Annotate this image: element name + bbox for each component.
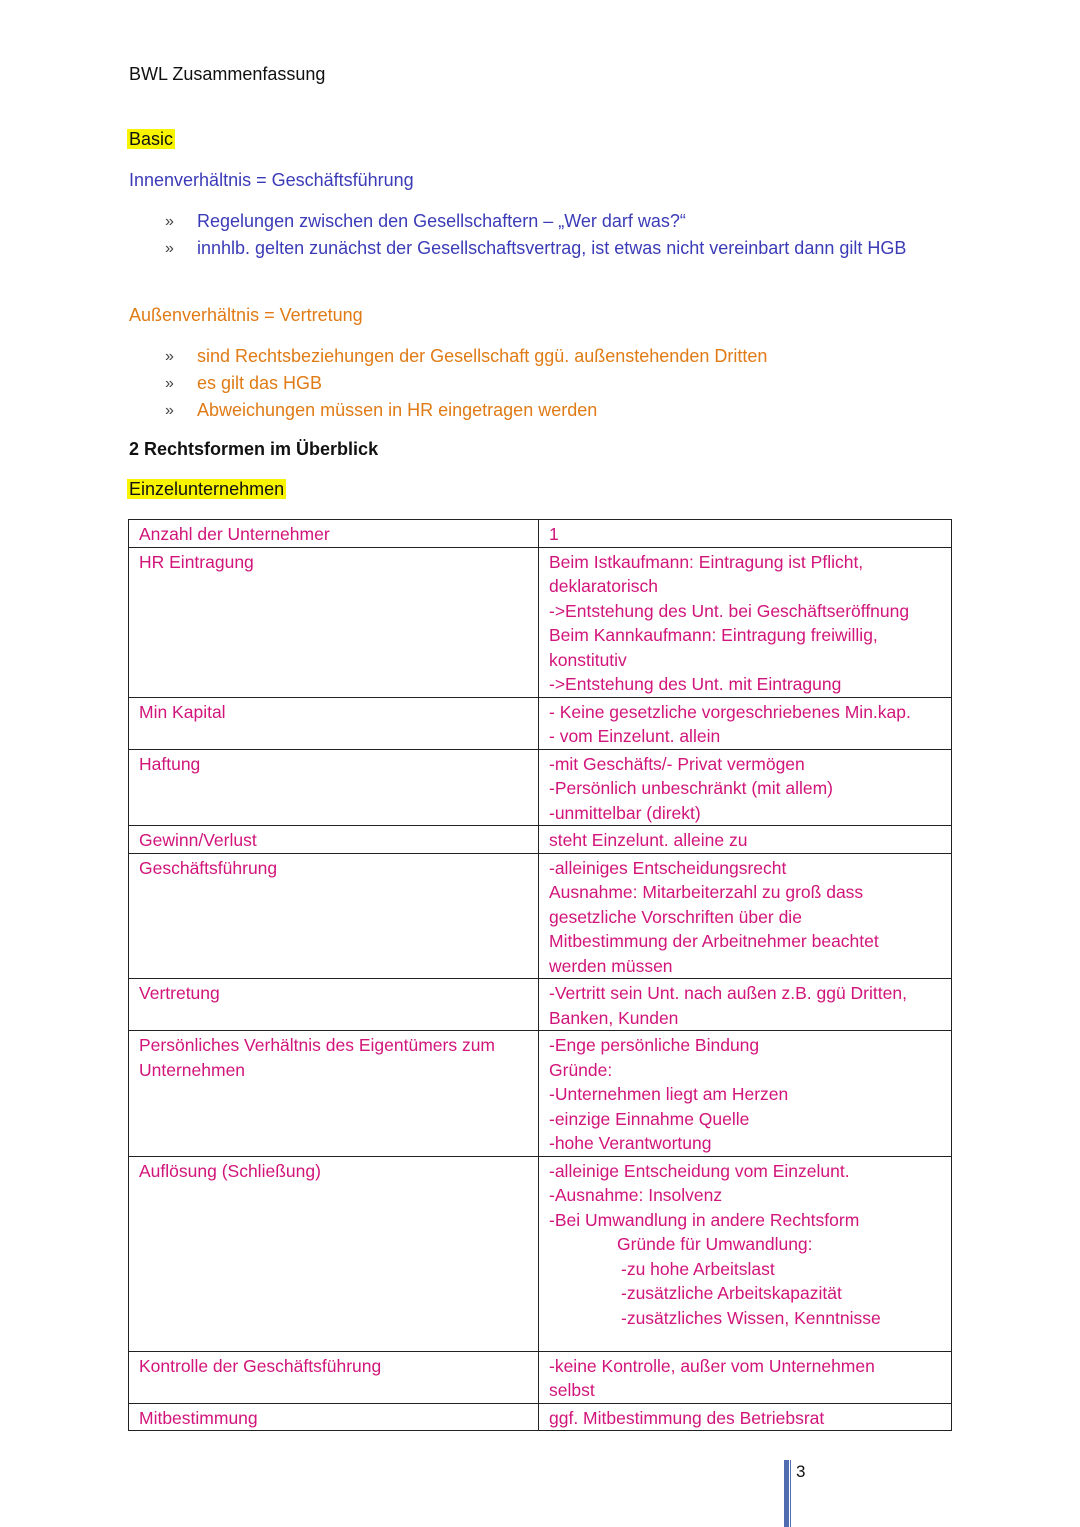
table-row: [129, 1156, 952, 1351]
row-label-cell: [129, 697, 539, 749]
bullet-marker: »: [165, 375, 174, 392]
row-value-cell: [539, 520, 952, 548]
row-value-line: werden müssen: [549, 955, 673, 976]
row-value-line: - vom Einzelunt. allein: [549, 726, 721, 746]
document-title: BWL Zusammenfassung: [129, 64, 326, 84]
row-value-line: 1: [549, 524, 559, 544]
outer-relationship-list: [162, 343, 767, 424]
row-label-cell: [129, 853, 539, 979]
bullet-marker: »: [165, 240, 174, 257]
table-row: [129, 1403, 952, 1431]
row-value-line: Mitbestimmung der Arbeitnehmer beachtet: [549, 931, 879, 951]
row-value-cell: [539, 1403, 952, 1431]
list-item: [162, 208, 906, 235]
table-row: [129, 1031, 952, 1157]
row-value-line: -keine Kontrolle, außer vom Unternehmen: [549, 1355, 875, 1376]
row-value-line: ggf. Mitbestimmung des Betriebsrat: [549, 1407, 825, 1428]
bullet-marker: »: [165, 348, 174, 365]
row-value-subheading: Gründe für Umwandlung:: [617, 1234, 813, 1254]
row-value-line: selbst: [549, 1380, 595, 1400]
row-label: Geschäftsführung: [139, 857, 278, 878]
row-label: Kontrolle der Geschäftsführung: [139, 1355, 382, 1376]
page-number-bar-thin: [790, 1460, 791, 1527]
row-value-cell: [539, 979, 952, 1031]
row-value-indented-line: -zusätzliches Wissen, Kenntnisse: [621, 1307, 881, 1328]
row-value-line: steht Einzelunt. alleine zu: [549, 830, 748, 850]
table-row: [129, 826, 952, 854]
row-value-cell: [539, 547, 952, 697]
row-value-line: -unmittelbar (direkt): [549, 802, 701, 823]
row-value-cell: [539, 1031, 952, 1157]
row-value-line: - Keine gesetzliche vorgeschriebenes Min.kap.: [549, 701, 911, 722]
bullet-marker: »: [165, 402, 174, 419]
row-label: Anzahl der Unternehmer: [139, 524, 330, 544]
list-item-text: Abweichungen müssen in HR eingetragen werden: [197, 400, 598, 420]
row-label-cell: [129, 979, 539, 1031]
row-value-line: -alleinige Entscheidung vom Einzelunt.: [549, 1160, 850, 1181]
table-row: [129, 749, 952, 826]
row-label-cell: [129, 1156, 539, 1351]
row-value-line: gesetzliche Vorschriften über die: [549, 906, 802, 927]
row-label-cell: [129, 749, 539, 826]
row-value-line: Beim Kannkaufmann: Eintragung freiwillig,: [549, 625, 878, 645]
list-item-text: innhlb. gelten zunächst der Gesellschaftsvertrag, ist etwas nicht vereinbart dann gilt HGB: [197, 238, 907, 258]
list-item-text: sind Rechtsbeziehungen der Gesellschaft ggü. außenstehenden Dritten: [197, 346, 768, 366]
outer-relationship-label: Außenverhältnis = Vertretung: [129, 305, 363, 325]
einzelunternehmen-highlight: Einzelunternehmen: [129, 479, 285, 499]
row-label: Auflösung (Schließung): [139, 1160, 321, 1181]
page-number-bar: [784, 1460, 789, 1527]
inner-relationship-list: [162, 208, 906, 262]
row-value-cell: [539, 749, 952, 826]
row-value-cell: [539, 853, 952, 979]
table-row: [129, 547, 952, 697]
table-row: [129, 979, 952, 1031]
row-label: Gewinn/Verlust: [139, 830, 257, 850]
row-value-line: -Unternehmen liegt am Herzen: [549, 1084, 789, 1104]
row-label: Min Kapital: [139, 701, 226, 722]
row-value-line: -Enge persönliche Bindung: [549, 1035, 760, 1055]
row-label-cell: [129, 826, 539, 854]
einzelunternehmen-table: [128, 519, 952, 1431]
row-label: HR Eintragung: [139, 551, 254, 572]
row-label: Vertretung: [139, 983, 220, 1003]
table-row: [129, 853, 952, 979]
row-value-cell: [539, 1156, 952, 1351]
basic-heading-highlight: Basic: [129, 129, 174, 149]
list-item: [162, 235, 906, 262]
row-value-line: ->Entstehung des Unt. bei Geschäftseröffnung: [549, 600, 910, 621]
row-value-indented-line: -zu hohe Arbeitslast: [621, 1258, 775, 1279]
row-value-cell: [539, 826, 952, 854]
row-label-cell: [129, 520, 539, 548]
row-value-indented-line: -zusätzliche Arbeitskapazität: [621, 1283, 842, 1303]
row-label-line: Persönliches Verhältnis des Eigentümers zum: [139, 1035, 496, 1055]
table-row: [129, 697, 952, 749]
row-value-line: Banken, Kunden: [549, 1007, 679, 1028]
table-row: [129, 520, 952, 548]
row-value-cell: [539, 1351, 952, 1403]
row-value-line: -Ausnahme: Insolvenz: [549, 1185, 723, 1205]
row-value-line: deklaratorisch: [549, 576, 658, 596]
row-value-line: -hohe Verantwortung: [549, 1133, 712, 1153]
row-label-line: Unternehmen: [139, 1059, 246, 1080]
row-value-cell: [539, 697, 952, 749]
row-label-cell: [129, 547, 539, 697]
list-item: [162, 397, 767, 424]
row-value-line: -Bei Umwandlung in andere Rechtsform: [549, 1209, 860, 1230]
row-value-line: Gründe:: [549, 1059, 613, 1080]
row-label: Haftung: [139, 753, 201, 774]
row-label-cell: [129, 1351, 539, 1403]
section-heading: 2 Rechtsformen im Überblick: [129, 439, 379, 459]
row-value-line: ->Entstehung des Unt. mit Eintragung: [549, 674, 842, 694]
list-item-text: es gilt das HGB: [197, 373, 323, 393]
table-row: [129, 1351, 952, 1403]
row-value-line: -alleiniges Entscheidungsrecht: [549, 857, 787, 878]
row-label: Mitbestimmung: [139, 1407, 258, 1428]
row-value-line: Beim Istkaufmann: Eintragung ist Pflicht,: [549, 551, 864, 572]
row-value-line: konstitutiv: [549, 649, 627, 670]
row-label-cell: [129, 1031, 539, 1157]
basic-heading: [127, 129, 175, 150]
row-value-line: Ausnahme: Mitarbeiterzahl zu groß dass: [549, 882, 864, 902]
list-item: [162, 343, 767, 370]
inner-relationship-label: Innenverhältnis = Geschäftsführung: [129, 170, 414, 190]
row-value-line: -mit Geschäfts/- Privat vermögen: [549, 753, 805, 774]
row-label-cell: [129, 1403, 539, 1431]
list-item-text: Regelungen zwischen den Gesellschaftern – „Wer darf was?“: [197, 211, 686, 231]
row-value-line: -Vertritt sein Unt. nach außen z.B. ggü Dritten,: [549, 983, 907, 1003]
bullet-marker: »: [165, 213, 174, 230]
page-number: 3: [796, 1462, 806, 1481]
list-item: [162, 370, 767, 397]
row-value-line: -Persönlich unbeschränkt (mit allem): [549, 778, 833, 798]
einzelunternehmen-heading: [127, 479, 286, 500]
row-value-line: -einzige Einnahme Quelle: [549, 1108, 750, 1129]
